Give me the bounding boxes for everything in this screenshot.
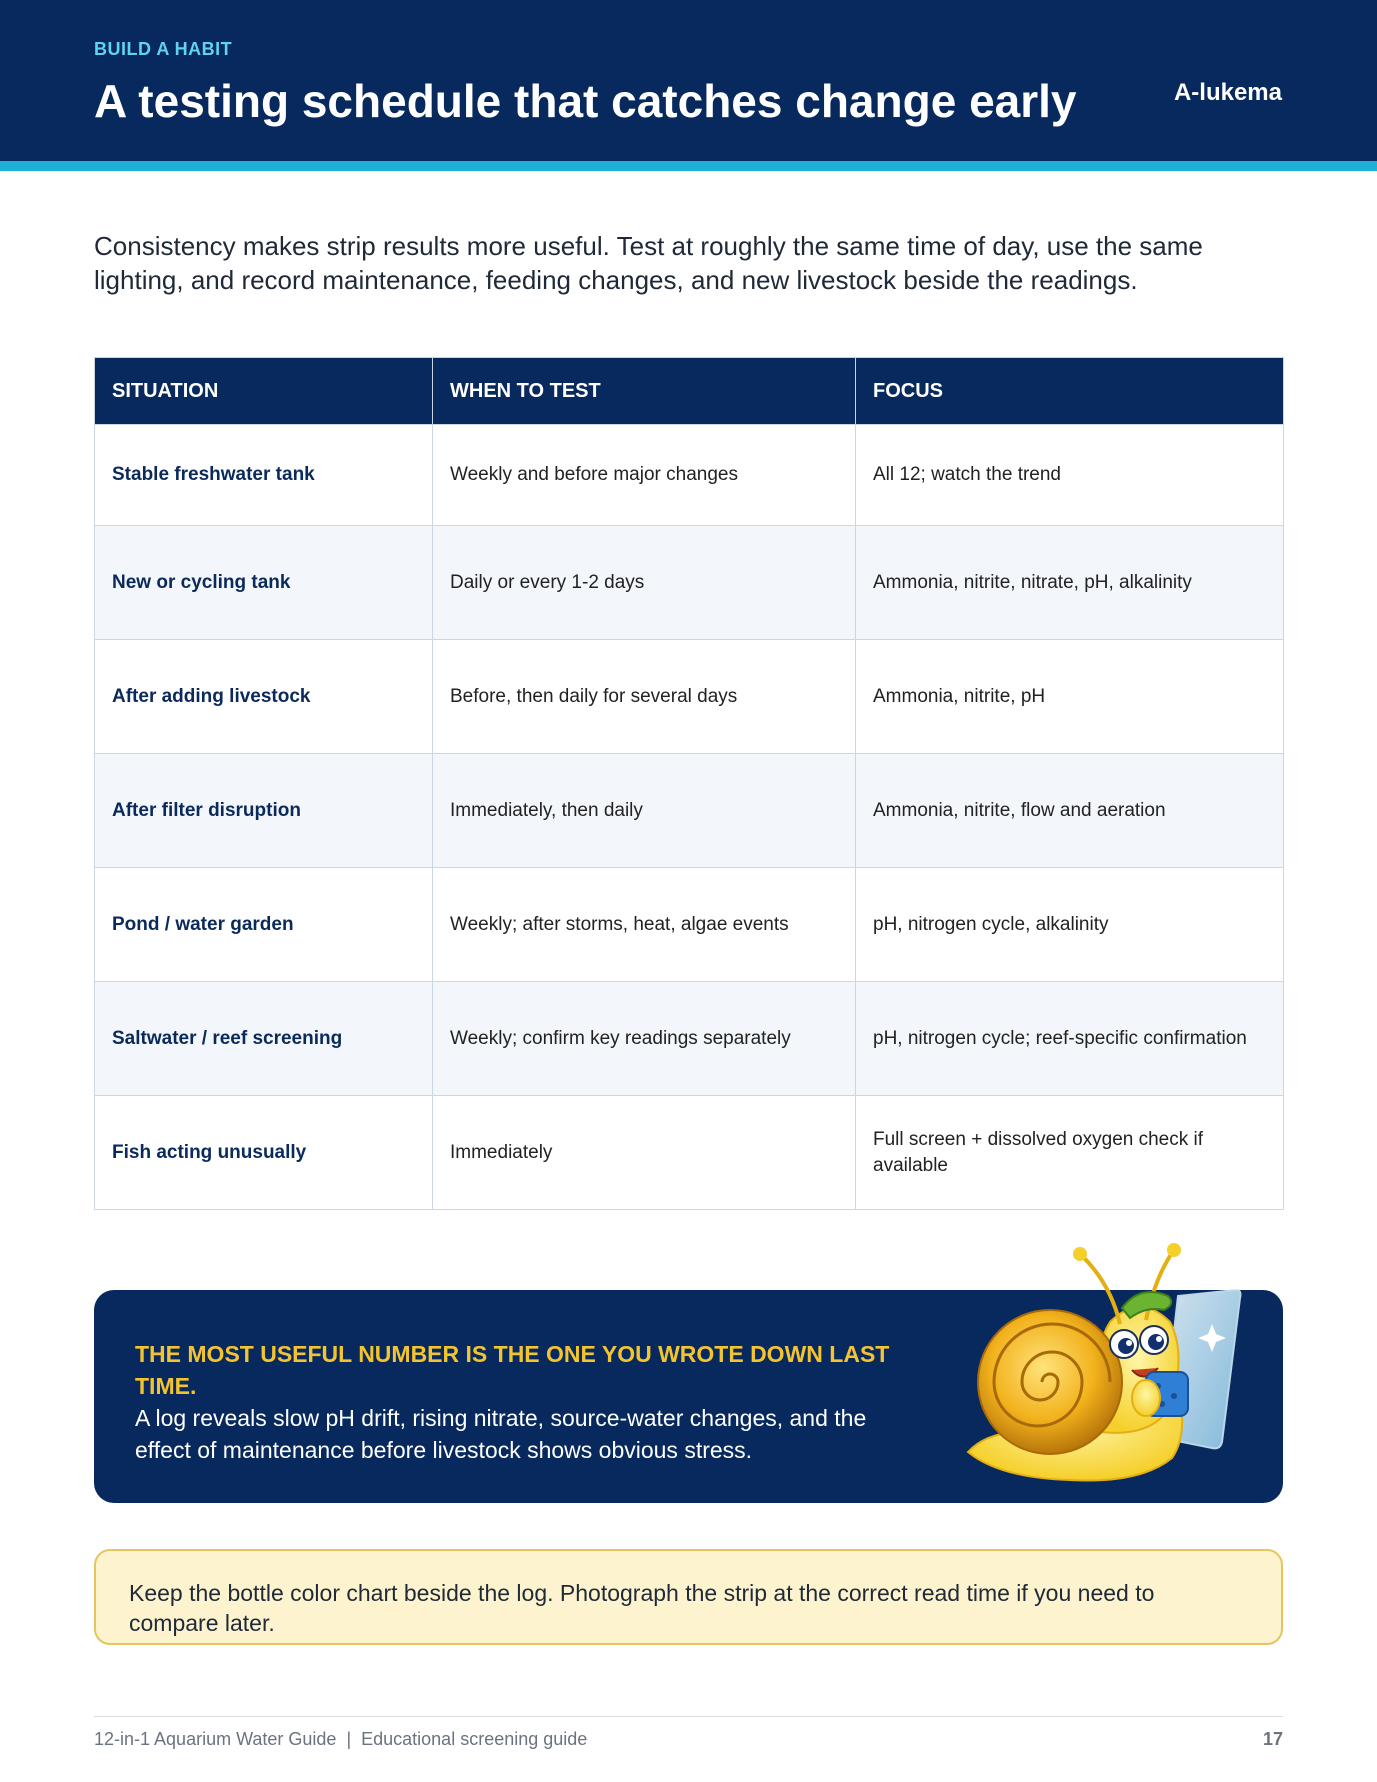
when-cell: Daily or every 1-2 days bbox=[433, 526, 856, 640]
table-row bbox=[95, 754, 1284, 868]
when-cell: Immediately, then daily bbox=[433, 754, 856, 868]
testing-schedule-table bbox=[94, 357, 1284, 1210]
focus-cell: Ammonia, nitrite, flow and aeration bbox=[856, 754, 1284, 868]
footer-caption: 12-in-1 Aquarium Water Guide | Educational screening guide bbox=[94, 1729, 588, 1749]
page-title: A testing schedule that catches change early bbox=[94, 75, 1077, 127]
when-cell: Before, then daily for several days bbox=[433, 640, 856, 754]
focus-cell: All 12; watch the trend bbox=[856, 425, 1284, 526]
callout-body: A log reveals slow pH drift, rising nitrate, source-water changes, and the effect of maintenance before livestock shows obvious stress. bbox=[135, 1405, 867, 1463]
tip-box bbox=[94, 1549, 1283, 1645]
situation-cell: After adding livestock bbox=[95, 640, 433, 754]
column-header-situation: SITUATION bbox=[95, 358, 433, 425]
focus-cell: pH, nitrogen cycle; reef-specific confirmation bbox=[856, 982, 1284, 1096]
intro-paragraph: Consistency makes strip results more useful. Test at roughly the same time of day, use the same lighting, and record maintenance, feeding changes, and new livestock beside the readings. bbox=[94, 231, 1203, 295]
when-cell: Weekly and before major changes bbox=[433, 425, 856, 526]
situation-cell: Stable freshwater tank bbox=[95, 425, 433, 526]
table-header-row bbox=[95, 358, 1284, 425]
tip-text: Keep the bottle color chart beside the log. Photograph the strip at the correct read time if you need to compare later. bbox=[129, 1580, 1155, 1636]
table-row bbox=[95, 526, 1284, 640]
situation-cell: After filter disruption bbox=[95, 754, 433, 868]
when-cell: Weekly; confirm key readings separately bbox=[433, 982, 856, 1096]
section-eyebrow: BUILD A HABIT bbox=[94, 39, 233, 59]
page-number: 17 bbox=[1262, 1729, 1283, 1749]
situation-cell: Fish acting unusually bbox=[95, 1096, 433, 1210]
situation-cell: Saltwater / reef screening bbox=[95, 982, 433, 1096]
table-row bbox=[95, 640, 1284, 754]
column-header-when: WHEN TO TEST bbox=[433, 358, 856, 425]
table-row bbox=[95, 982, 1284, 1096]
focus-cell: Ammonia, nitrite, nitrate, pH, alkalinity bbox=[856, 526, 1284, 640]
snail-mascot-icon bbox=[950, 1232, 1250, 1494]
focus-cell: Ammonia, nitrite, pH bbox=[856, 640, 1284, 754]
callout-heading: THE MOST USEFUL NUMBER IS THE ONE YOU WROTE DOWN LAST TIME. bbox=[135, 1341, 890, 1399]
focus-cell: pH, nitrogen cycle, alkalinity bbox=[856, 868, 1284, 982]
page-header bbox=[0, 0, 1377, 161]
table-row bbox=[95, 868, 1284, 982]
footer-divider bbox=[94, 1716, 1283, 1717]
column-header-focus: FOCUS bbox=[856, 358, 1284, 425]
situation-cell: Pond / water garden bbox=[95, 868, 433, 982]
when-cell: Immediately bbox=[433, 1096, 856, 1210]
table-row bbox=[95, 1096, 1284, 1210]
brand-name: A-lukema bbox=[1173, 79, 1282, 106]
header-accent-stripe bbox=[0, 161, 1377, 171]
situation-cell: New or cycling tank bbox=[95, 526, 433, 640]
when-cell: Weekly; after storms, heat, algae events bbox=[433, 868, 856, 982]
focus-cell: Full screen + dissolved oxygen check if available bbox=[856, 1096, 1284, 1210]
table-row bbox=[95, 425, 1284, 526]
